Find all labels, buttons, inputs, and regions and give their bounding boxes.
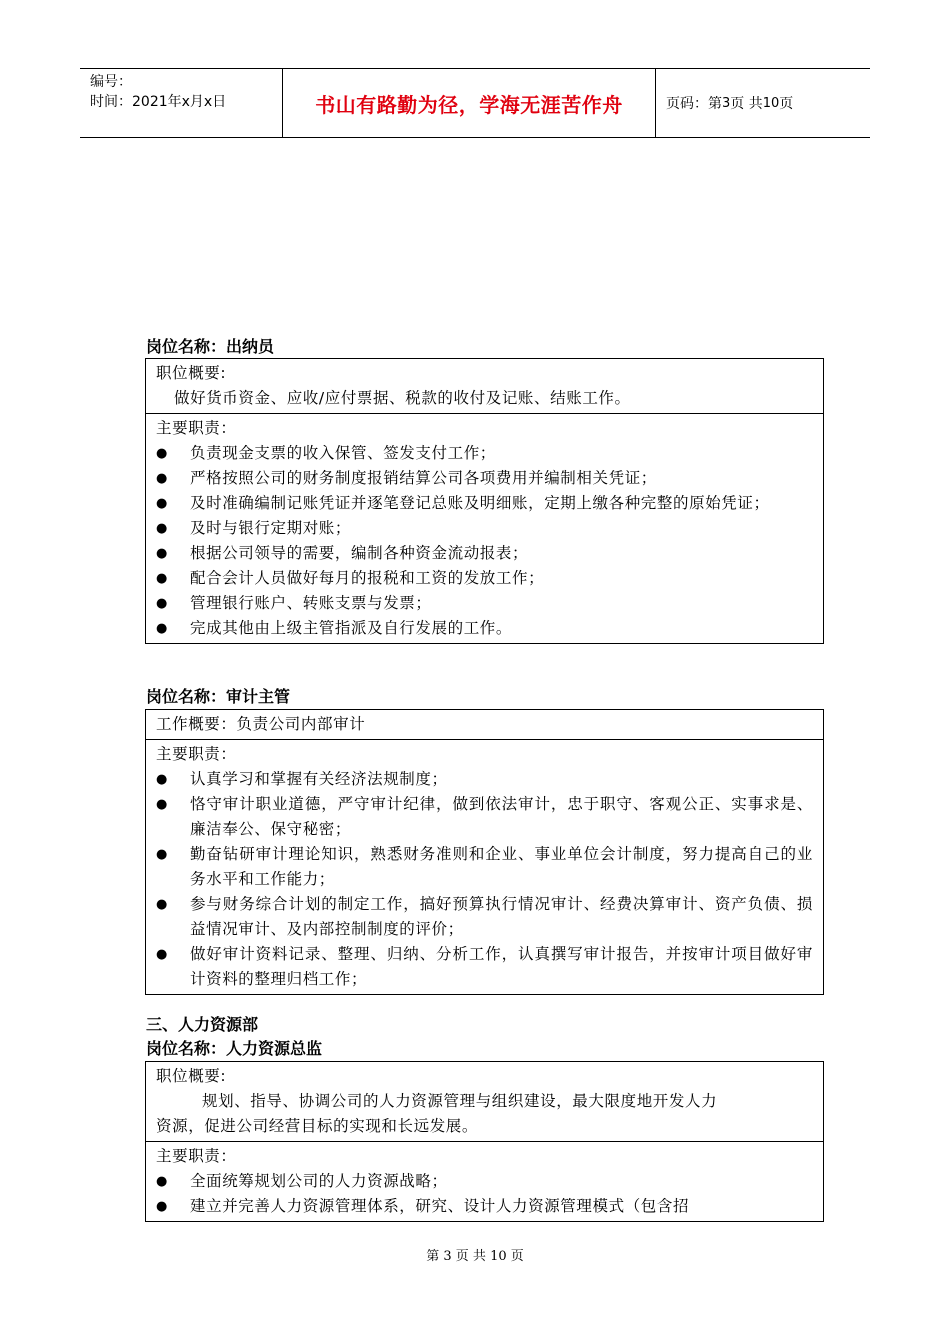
bullet-icon: ● — [156, 546, 168, 561]
list-item: ● 管理银行账户、转账支票与发票； — [156, 591, 813, 616]
overview-text: 做好货币资金、应收/应付票据、税款的收付及记账、结账工作。 — [174, 389, 631, 407]
list-item: ● 完成其他由上级主管指派及自行发展的工作。 — [156, 616, 813, 641]
cashier-title: 岗位名称：出纳员 — [146, 337, 275, 356]
overview-text: 工作概要：负责公司内部审计 — [156, 715, 366, 733]
cashier-duties — [146, 414, 823, 643]
hr-title: 岗位名称：人力资源总监 — [146, 1039, 323, 1058]
header-motto: 书山有路勤为径，学海无涯苦作舟 — [282, 69, 656, 137]
page-end: 页 — [779, 96, 794, 112]
date-label: 时间：2021年x月x日 — [90, 94, 227, 110]
serial-label: 编号： — [90, 74, 132, 90]
list-item: ● 及时与银行定期对账； — [156, 516, 813, 541]
bullet-icon: ● — [156, 947, 168, 962]
list-item: ● 全面统筹规划公司的人力资源战略； — [156, 1169, 813, 1194]
page-number: 3 — [722, 95, 731, 111]
bullet-icon: ● — [156, 446, 168, 461]
page-header — [80, 68, 870, 138]
bullet-icon: ● — [156, 596, 168, 611]
list-item: ● 建立并完善人力资源管理体系，研究、设计人力资源管理模式（包含招 — [156, 1194, 813, 1219]
bullet-icon: ● — [156, 621, 168, 636]
overview-line-2: 资源，促进公司经营目标的实现和长远发展。 — [156, 1117, 479, 1135]
bullet-icon: ● — [156, 571, 168, 586]
list-item: ● 勤奋钻研审计理论知识，熟悉财务准则和企业、事业单位会计制度，努力提高自己的业务水平和工作能力； — [156, 842, 813, 892]
bullet-icon: ● — [156, 496, 168, 511]
page-label: 页码：第 — [666, 96, 722, 112]
list-item: ● 参与财务综合计划的制定工作，搞好预算执行情况审计、经费决算审计、资产负债、损益情况审计、及内部控制制度的评价； — [156, 892, 813, 942]
hr-overview — [146, 1062, 823, 1142]
list-item: ● 负责现金支票的收入保管、签发支付工作； — [156, 441, 813, 466]
page-total: 10 — [762, 95, 780, 111]
bullet-icon: ● — [156, 471, 168, 486]
list-item: ● 配合会计人员做好每月的报税和工资的发放工作； — [156, 566, 813, 591]
footer-page-total: 10 — [490, 1249, 507, 1264]
overview-label: 职位概要: — [156, 1067, 227, 1085]
list-item: ● 做好审计资料记录、整理、归纳、分析工作，认真撰写审计报告，并按审计项目做好审计资料的整理归档工作； — [156, 942, 813, 992]
hr-duties — [146, 1142, 823, 1221]
cashier-overview — [146, 359, 823, 414]
list-item: ● 及时准确编制记账凭证并逐笔登记总账及明细账，定期上缴各种完整的原始凭证； — [156, 491, 813, 516]
bullet-icon: ● — [156, 897, 168, 912]
list-item: ● 根据公司领导的需要，编制各种资金流动报表； — [156, 541, 813, 566]
duties-label: 主要职责： — [156, 745, 237, 763]
audit-duties — [146, 740, 823, 994]
header-meta — [80, 69, 282, 137]
list-item: ● 认真学习和掌握有关经济法规制度； — [156, 767, 813, 792]
page-mid: 页 共 — [730, 96, 763, 112]
audit-box — [145, 709, 824, 995]
header-page-info — [656, 69, 870, 137]
audit-title: 岗位名称：审计主管 — [146, 687, 291, 706]
bullet-icon: ● — [156, 772, 168, 787]
overview-label: 职位概要: — [156, 364, 227, 382]
hr-dept-title: 三、人力资源部 — [146, 1015, 259, 1034]
overview-line-1: 规划、指导、协调公司的人力资源管理与组织建设，最大限度地开发人力 — [202, 1092, 718, 1110]
bullet-icon: ● — [156, 1199, 168, 1214]
bullet-icon: ● — [156, 521, 168, 536]
bullet-icon: ● — [156, 847, 168, 862]
hr-box — [145, 1061, 824, 1222]
audit-overview — [146, 710, 823, 740]
page-footer: 第 3 页 共 10 页 — [426, 1249, 524, 1264]
duties-label: 主要职责： — [156, 1147, 237, 1165]
bullet-icon: ● — [156, 797, 168, 812]
list-item: ● 严格按照公司的财务制度报销结算公司各项费用并编制相关凭证； — [156, 466, 813, 491]
bullet-icon: ● — [156, 1174, 168, 1189]
footer-page-number: 3 — [443, 1249, 452, 1264]
duties-label: 主要职责： — [156, 419, 237, 437]
cashier-box — [145, 358, 824, 644]
list-item: ● 恪守审计职业道德，严守审计纪律，做到依法审计，忠于职守、客观公正、实事求是、廉洁奉公、保守秘密； — [156, 792, 813, 842]
